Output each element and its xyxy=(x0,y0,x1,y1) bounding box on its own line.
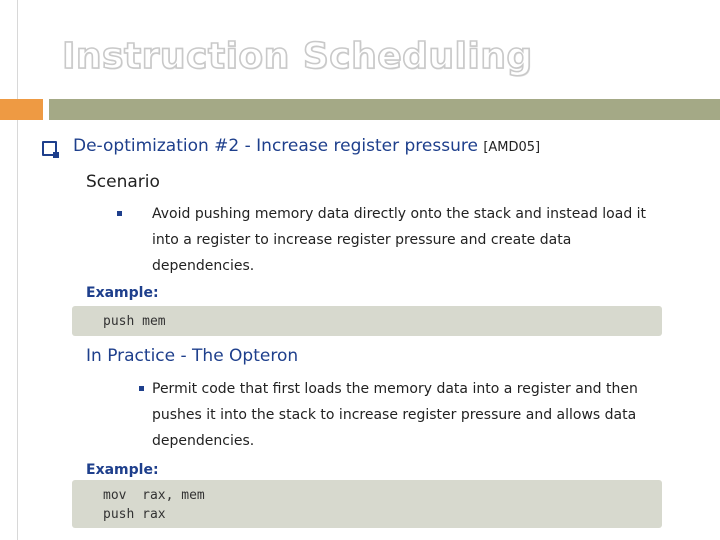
practice-text: Permit code that first loads the memory data into a register and then pushes it into the stack to increase register pressure and allows data dependencies. xyxy=(152,381,638,449)
code-block-2 xyxy=(72,480,662,528)
left-border-line xyxy=(17,0,18,540)
code-block-1 xyxy=(72,306,662,336)
example-label-2: Example: xyxy=(86,462,159,478)
accent-title-bar xyxy=(49,99,720,120)
square-bullet-icon xyxy=(139,386,144,391)
practice-title: In Practice - The Opteron xyxy=(86,346,299,366)
main-heading-text: De-optimization #2 - Increase register pressure xyxy=(73,136,478,156)
citation: [AMD05] xyxy=(483,140,541,155)
example-label-1: Example: xyxy=(86,285,159,301)
scenario-title: Scenario xyxy=(86,172,160,192)
square-bullet-icon xyxy=(117,211,122,216)
accent-orange-block xyxy=(0,99,43,120)
checkbox-bullet-icon xyxy=(42,141,57,156)
code-line: push rax xyxy=(103,507,166,522)
code-line: push mem xyxy=(103,314,166,329)
code-line: mov rax, mem xyxy=(103,488,205,503)
main-heading xyxy=(73,136,540,156)
scenario-text: Avoid pushing memory data directly onto the stack and instead load it into a register to increase register pressure and create data dependencies. xyxy=(152,206,647,274)
slide-title: Instruction Scheduling xyxy=(62,36,533,77)
